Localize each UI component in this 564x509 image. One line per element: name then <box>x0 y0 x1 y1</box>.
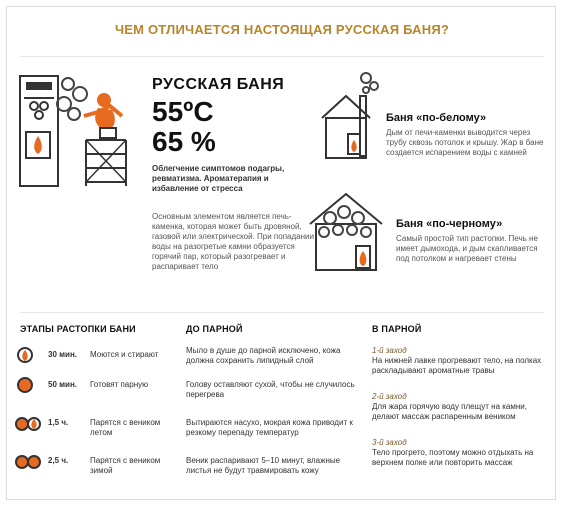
bath-name: РУССКАЯ БАНЯ <box>152 76 285 93</box>
white-bath-title: Баня «по-белому» <box>386 112 487 124</box>
stage-time: 50 мин. <box>48 380 78 389</box>
column-stages-header: ЭТАПЫ РАСТОПКИ БАНИ <box>20 324 136 334</box>
flame-icon <box>16 372 34 394</box>
stage-text: Готовят парную <box>90 380 149 389</box>
before-text: Мыло в душе до парной исключено, кожа должна сохранить липидный слой <box>186 346 341 365</box>
stage-time: 1,5 ч. <box>48 418 69 427</box>
before-text: Вытираются насухо, мокрая кожа приводит к резкому перепаду температур <box>186 418 353 437</box>
white-bath-description: Дым от печи-каменки выводится через трубу сквозь потолок и крышу. Жар в бане создается испарением воды с камней <box>386 128 544 157</box>
double-flame-icon <box>14 412 42 434</box>
bath-benefit: Облегчение симптомов подагры, ревматизма. Ароматерапия и избавление от стресса <box>152 164 285 193</box>
stage-text: Парятся с веником летом <box>90 418 161 437</box>
before-text: Голову оставляют сухой, чтобы не случилось перегрева <box>186 380 355 399</box>
in-label: 3-й заход <box>372 438 407 447</box>
section-divider <box>20 312 544 313</box>
black-bath-description: Самый простой тип растопки. Печь не имеет дымохода, и дым скапливается под потолком и нагревает стены <box>396 234 538 263</box>
title-divider <box>20 56 544 57</box>
stage-text: Моются и стирают <box>90 350 159 359</box>
in-label: 1-й заход <box>372 346 407 355</box>
black-bath-title: Баня «по-черному» <box>396 218 503 230</box>
in-text: На нижней лавке прогревают тело, на полках раскладывают ароматные травы <box>372 356 542 375</box>
stage-text: Парятся с веником зимой <box>90 456 161 475</box>
bath-temperature: 55ºC <box>152 96 214 127</box>
before-text: Веник распаривают 5–10 минут, влажные листья не будут травмировать кожу <box>186 456 341 475</box>
column-in-header: В ПАРНОЙ <box>372 324 422 334</box>
bath-humidity: 65 % <box>152 126 216 157</box>
stage-time: 2,5 ч. <box>48 456 69 465</box>
double-flame-icon <box>14 450 42 472</box>
flame-icon <box>16 342 34 364</box>
house-white-icon <box>316 72 380 168</box>
in-text: Для жара горячую воду плещут на камни, делают массаж распаренным веником <box>372 402 527 421</box>
stage-time: 30 мин. <box>48 350 78 359</box>
page-title: ЧЕМ ОТЛИЧАЕТСЯ НАСТОЯЩАЯ РУССКАЯ БАНЯ? <box>114 22 450 37</box>
house-black-icon <box>306 188 386 278</box>
in-label: 2-й заход <box>372 392 407 401</box>
column-before-header: ДО ПАРНОЙ <box>186 324 243 334</box>
bath-description: Основным элементом является печь-каменка, которая может быть дровяной, газовой или электрической. При попадании воды на разогретые камни образуется горячий пар, который разогревает и распаривает тело <box>152 212 314 271</box>
sauna-illustration <box>14 70 144 200</box>
in-text: Тело прогрето, поэтому можно отдыхать на верхнем полке или повторить массаж <box>372 448 534 467</box>
